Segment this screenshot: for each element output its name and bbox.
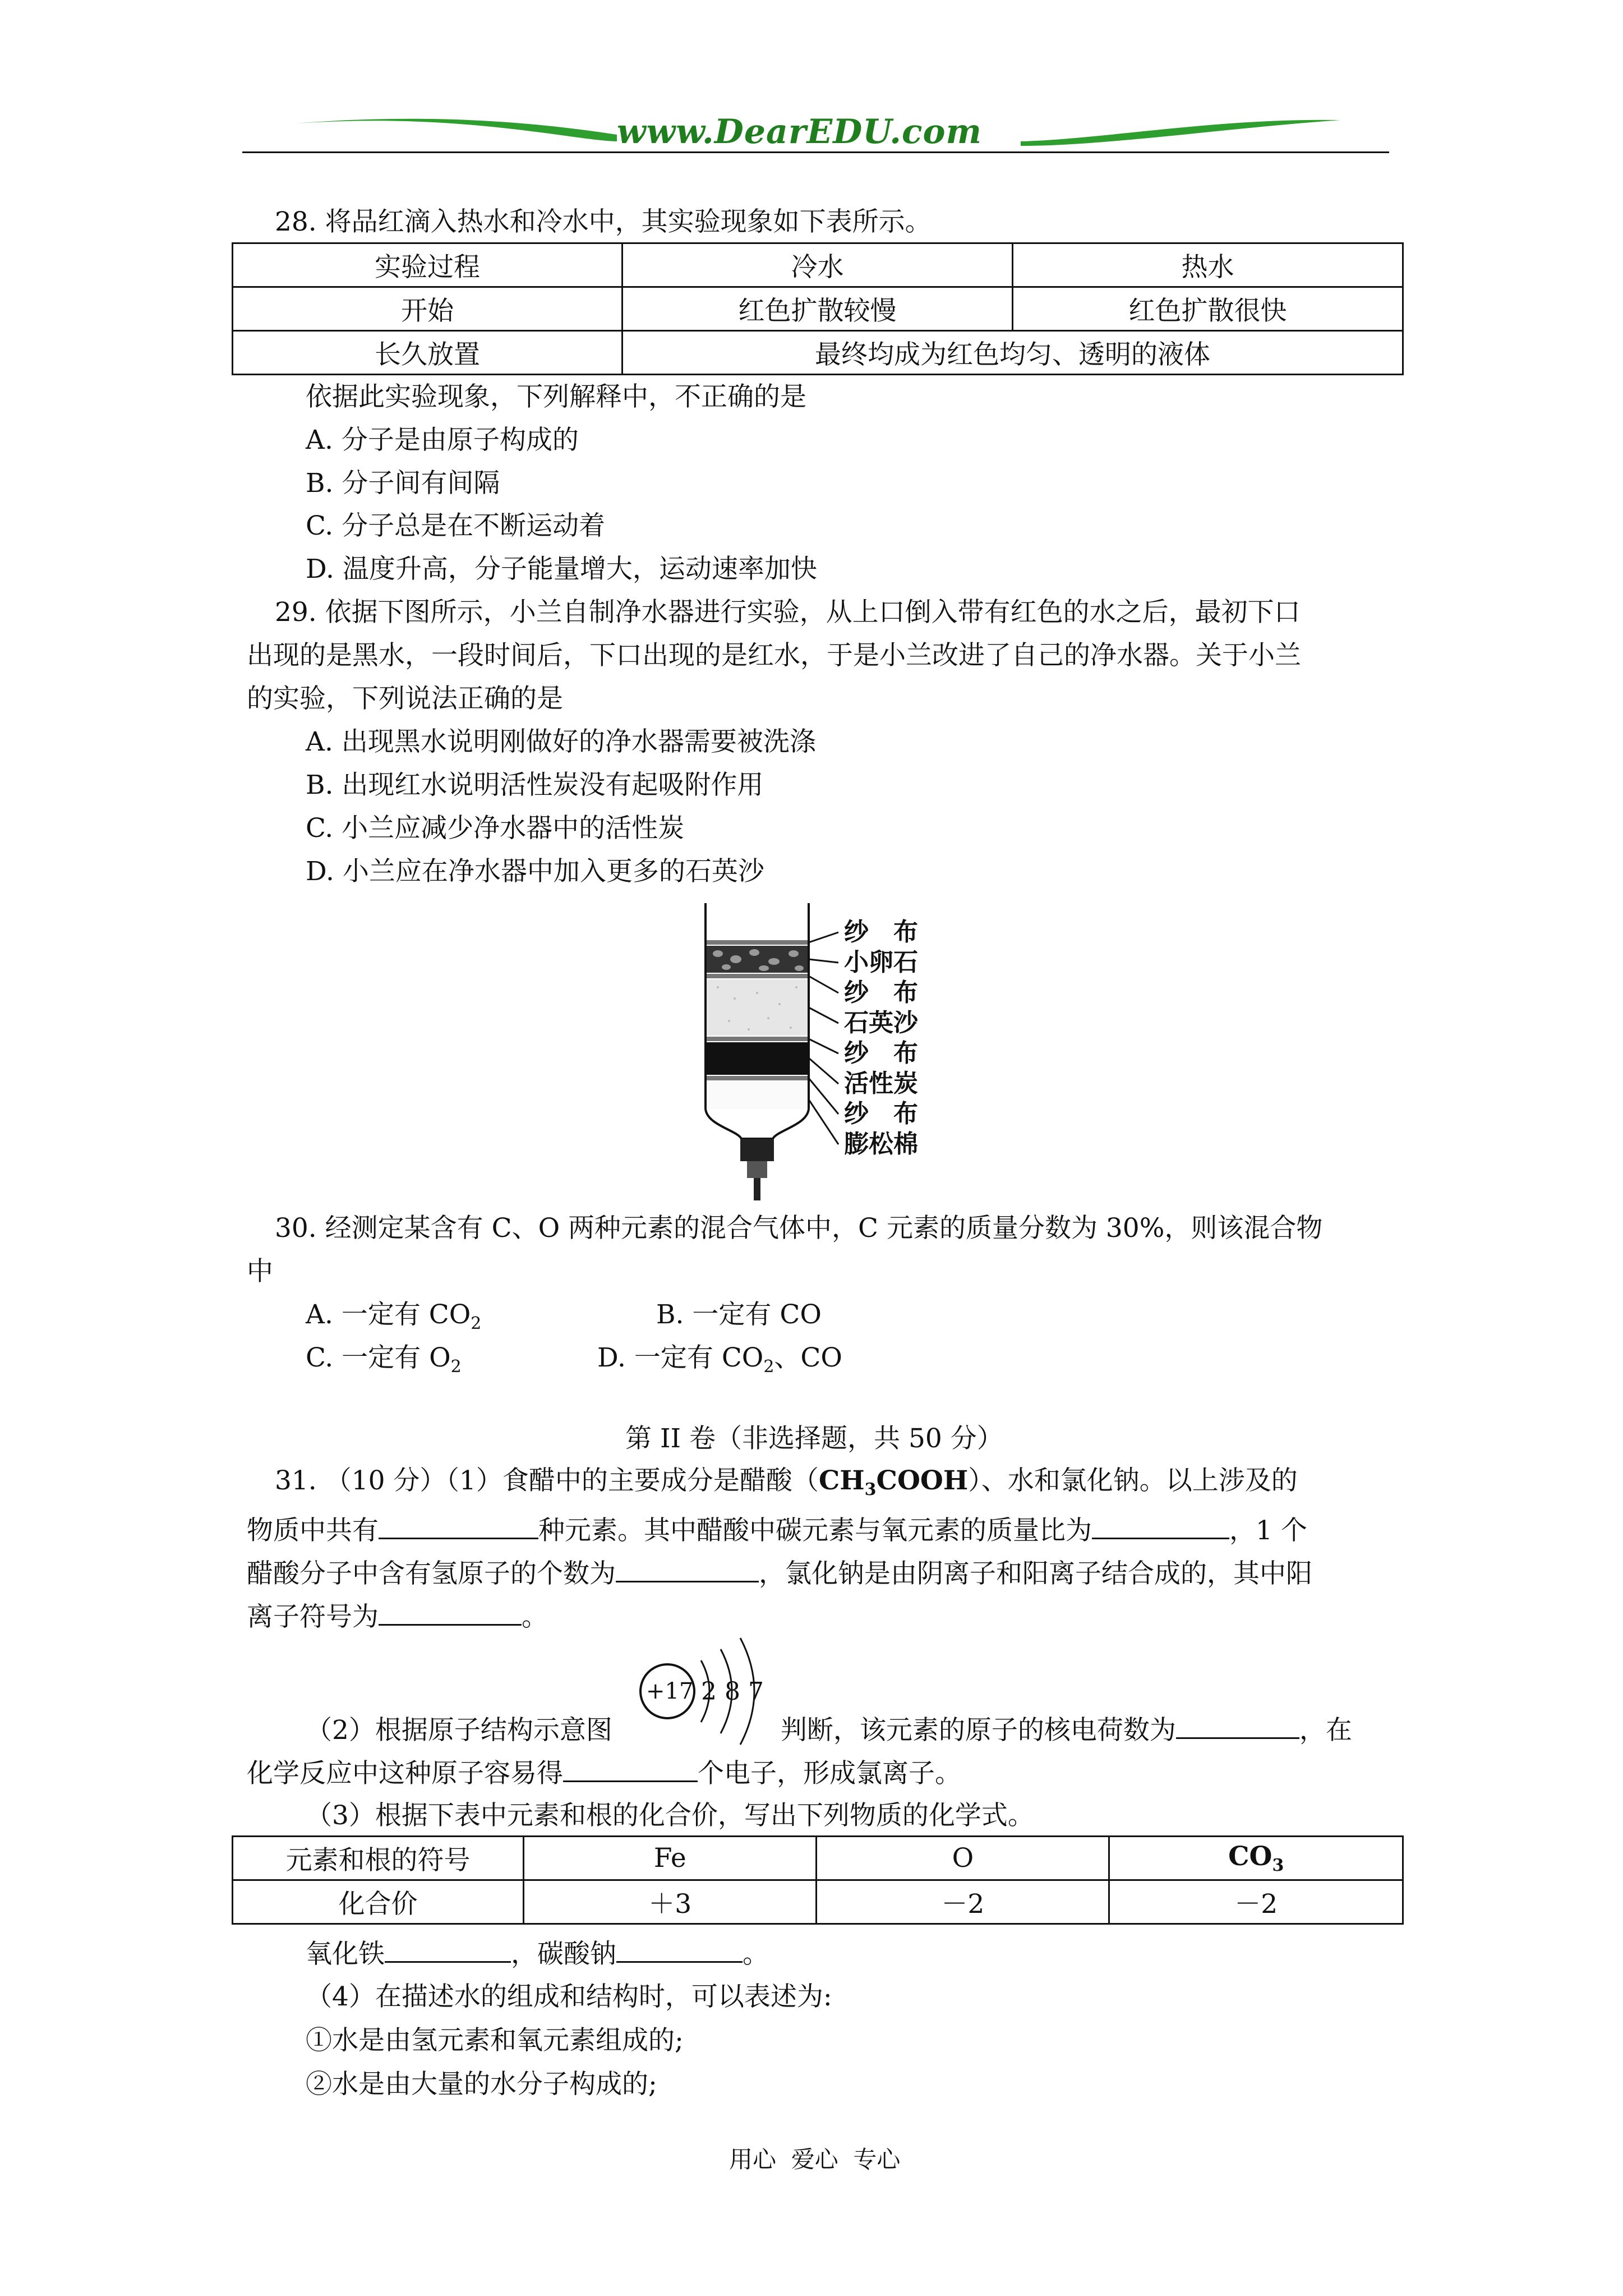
q28-table-cell: 红色扩散较慢 xyxy=(623,287,1013,331)
q31-line2-b: 种元素。其中醋酸中碳元素与氧元素的质量比为 xyxy=(538,1515,1092,1546)
answer-blank[interactable] xyxy=(563,1756,698,1782)
q29-option-c: C. 小兰应减少净水器中的活性炭 xyxy=(306,813,685,844)
q31-line3 xyxy=(247,1556,1312,1591)
filter-label-gauze-3: 纱 布 xyxy=(844,1039,918,1068)
q28-stem: 28. 将品红滴入热水和冷水中，其实验现象如下表所示。 xyxy=(275,206,932,237)
valence-table-header-symbol: 元素和根的符号 xyxy=(233,1837,524,1880)
filter-label-gauze-2: 纱 布 xyxy=(844,978,918,1007)
filter-label-gauze-4: 纱 布 xyxy=(844,1099,918,1128)
q31-part2-l2-b: 个电子，形成氯离子。 xyxy=(698,1758,961,1789)
filter-label-quartz-sand: 石英沙 xyxy=(844,1009,918,1037)
q31-part3-ans-b: ，碳酸钠 xyxy=(511,1939,616,1970)
q31-line3-a: 醋酸分子中含有氢原子的个数为 xyxy=(247,1558,616,1589)
q31-line1-post: ）、水和氯化钠。以上涉及的 xyxy=(968,1465,1298,1496)
q31-line1-pre: 31. （10 分）（1）食醋中的主要成分是醋酸（ xyxy=(275,1465,819,1496)
co3-sub: 3 xyxy=(1272,1856,1284,1875)
q28-question: 依据此实验现象，下列解释中，不正确的是 xyxy=(306,381,806,412)
q31-part2-l2-a: 化学反应中这种原子容易得 xyxy=(247,1758,563,1789)
atom-nucleus-charge: +17 xyxy=(646,1678,694,1704)
q29-stem-line1: 29. 依据下图所示，小兰自制净水器进行实验，从上口倒入带有红色的水之后，最初下口 xyxy=(275,597,1301,628)
q28-option-b: B. 分子间有间隔 xyxy=(306,468,500,499)
filter-label-gauze-1: 纱 布 xyxy=(844,918,918,946)
valence-table-value: －2 xyxy=(1109,1880,1403,1924)
valence-table xyxy=(232,1835,1404,1925)
q31-part4: （4）在描述水的组成和结构时，可以表述为: xyxy=(306,1981,832,2012)
q30-option-c-sub: 2 xyxy=(450,1357,462,1377)
answer-blank[interactable] xyxy=(1176,1713,1299,1739)
q31-part4-item1: ①水是由氢元素和氧元素组成的; xyxy=(306,2025,684,2056)
q31-line4-a: 离子符号为 xyxy=(247,1602,379,1632)
q28-table xyxy=(232,242,1404,375)
q30-option-a xyxy=(306,1298,481,1341)
q28-table-header-hot: 热水 xyxy=(1012,243,1403,287)
valence-table-value: －2 xyxy=(817,1880,1109,1924)
q28-table-cell: 开始 xyxy=(233,287,623,331)
answer-blank[interactable] xyxy=(379,1513,538,1539)
q31-part3-ans-a: 氧化铁 xyxy=(306,1939,385,1970)
q31-formula-cooh: COOH xyxy=(876,1465,969,1496)
q28-option-c: C. 分子总是在不断运动着 xyxy=(306,510,606,541)
q30-stem-line1: 30. 经测定某含有 C、O 两种元素的混合气体中，C 元素的质量分数为 30%，则该混合物 xyxy=(275,1213,1323,1244)
q28-option-d: D. 温度升高，分子能量增大，运动速率加快 xyxy=(306,554,817,585)
q28-table-header-process: 实验过程 xyxy=(233,243,623,287)
section-title: 第 II 卷（非选择题，共 50 分） xyxy=(625,1423,1003,1454)
q30-option-c xyxy=(306,1341,462,1384)
q30-option-b: B. 一定有 CO xyxy=(656,1299,822,1330)
filter-label-pebbles: 小卵石 xyxy=(844,948,918,977)
q29-stem-line2: 出现的是黑水，一段时间后，下口出现的是红水，于是小兰改进了自己的净水器。关于小兰 xyxy=(247,640,1301,671)
q31-formula-ch: CH xyxy=(818,1465,865,1496)
answer-blank[interactable] xyxy=(385,1936,511,1963)
q30-option-a-text: A. 一定有 CO xyxy=(306,1299,471,1330)
q29-option-b: B. 出现红水说明活性炭没有起吸附作用 xyxy=(306,770,764,800)
filter-label-cotton: 膨松棉 xyxy=(844,1130,918,1158)
filter-label-activated-carbon: 活性炭 xyxy=(844,1069,918,1098)
q28-table-cell: 长久放置 xyxy=(233,331,623,375)
q30-option-d xyxy=(597,1341,842,1384)
q30-option-c-text: C. 一定有 O xyxy=(306,1342,451,1373)
q29-stem-line3: 的实验，下列说法正确的是 xyxy=(247,683,563,714)
q31-line2-c: ，1 个 xyxy=(1229,1515,1307,1546)
q31-part3-ans-c: 。 xyxy=(743,1939,769,1970)
q30-option-d-text: D. 一定有 CO xyxy=(597,1342,764,1373)
water-filter-figure xyxy=(695,903,953,1228)
logo-text: www.DearEDU.com xyxy=(617,112,983,151)
q31-line1 xyxy=(275,1464,1298,1507)
q31-line2 xyxy=(247,1513,1307,1548)
answer-blank[interactable] xyxy=(616,1936,743,1963)
q28-option-a: A. 分子是由原子构成的 xyxy=(306,425,579,455)
q29-option-a: A. 出现黑水说明刚做好的净水器需要被洗涤 xyxy=(306,726,816,757)
q31-formula-sub: 3 xyxy=(864,1480,877,1499)
header-logo xyxy=(292,107,1346,157)
q30-option-d-tail: 、CO xyxy=(774,1342,842,1373)
valence-table-value: ＋3 xyxy=(524,1880,817,1924)
q28-table-cell: 红色扩散很快 xyxy=(1012,287,1403,331)
co3-main: CO xyxy=(1228,1841,1272,1872)
valence-table-header-fe: Fe xyxy=(524,1837,817,1880)
answer-blank[interactable] xyxy=(379,1599,522,1626)
q31-line4 xyxy=(247,1599,548,1634)
valence-table-label: 化合价 xyxy=(233,1880,524,1924)
q31-part2-c: ，在 xyxy=(1299,1715,1352,1746)
q29-option-d: D. 小兰应在净水器中加入更多的石英沙 xyxy=(306,856,764,887)
q31-part2-line2 xyxy=(247,1756,961,1791)
header-rule xyxy=(242,151,1389,153)
q30-option-d-sub: 2 xyxy=(763,1357,774,1377)
page-footer: 用心 爱心 专心 xyxy=(729,2146,901,2173)
q31-part2-b: 判断，该元素的原子的核电荷数为 xyxy=(780,1715,1176,1746)
q28-table-cell: 最终均成为红色均匀、透明的液体 xyxy=(623,331,1403,375)
q30-stem-line2: 中 xyxy=(247,1256,273,1287)
q31-part4-item2: ②水是由大量的水分子构成的; xyxy=(306,2069,657,2100)
q31-part2-a: （2）根据原子结构示意图 xyxy=(306,1715,612,1746)
q31-part3: （3）根据下表中元素和根的化合价，写出下列物质的化学式。 xyxy=(306,1800,1034,1831)
valence-table-header-o: O xyxy=(817,1837,1109,1880)
q28-table-header-cold: 冷水 xyxy=(623,243,1013,287)
q31-part2-line1 xyxy=(306,1713,1352,1747)
q31-line4-b: 。 xyxy=(522,1602,548,1632)
answer-blank[interactable] xyxy=(1092,1513,1229,1539)
q31-part3-answers xyxy=(306,1936,769,1971)
q30-option-a-sub: 2 xyxy=(471,1314,482,1333)
valence-table-header-co3 xyxy=(1109,1837,1403,1880)
atom-electron-shells: 2 8 7 xyxy=(701,1677,764,1706)
answer-blank[interactable] xyxy=(616,1556,759,1582)
q31-line3-b: ，氯化钠是由阴离子和阳离子结合成的，其中阳 xyxy=(759,1558,1312,1589)
q31-line2-a: 物质中共有 xyxy=(247,1515,379,1546)
